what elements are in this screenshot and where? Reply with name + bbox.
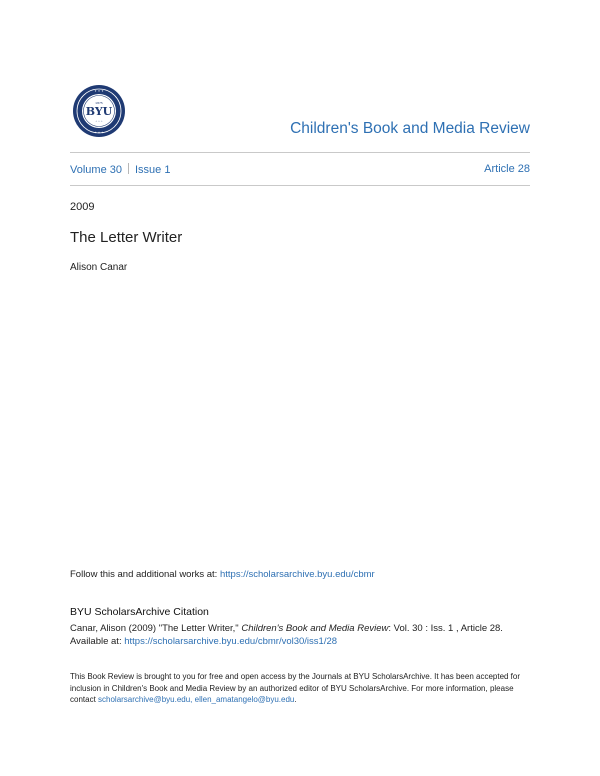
svg-text:✦ ✦ ✦: ✦ ✦ ✦	[94, 89, 104, 93]
seal-text-byu: BYU	[85, 105, 113, 118]
byu-seal-logo	[72, 84, 126, 138]
divider-bottom	[70, 185, 530, 186]
seal-year: 1875	[95, 101, 103, 105]
citation-link[interactable]: https://scholarsarchive.byu.edu/cbmr/vol30/iss1/28	[124, 636, 338, 647]
volume-issue-line	[70, 163, 170, 176]
article-number-link[interactable]: Article 28	[484, 163, 530, 175]
svg-text:☆ ☆ ☆: ☆ ☆ ☆	[95, 120, 103, 123]
svg-text:✦ ✦ ✦: ✦ ✦ ✦	[94, 130, 104, 135]
notice-end: .	[294, 695, 297, 704]
issue-link[interactable]: Issue 1	[134, 164, 171, 176]
available-label: Available at:	[70, 636, 125, 647]
citation-journal: Children's Book and Media Review	[241, 623, 389, 634]
citation-prefix: Canar, Alison (2009) "The Letter Writer,"	[70, 623, 242, 634]
volume-link[interactable]: Volume 30	[70, 164, 122, 176]
citation-suffix: : Vol. 30 : Iss. 1 , Article 28.	[388, 623, 503, 634]
author-name: Alison Canar	[70, 262, 128, 273]
follow-link[interactable]: https://scholarsarchive.byu.edu/cbmr	[219, 569, 375, 580]
citation-body	[70, 622, 535, 648]
contact-link[interactable]: scholarsarchive@byu.edu, ellen_amatangelo@byu.edu	[98, 695, 295, 704]
follow-line	[70, 569, 375, 580]
citation-heading: BYU ScholarsArchive Citation	[70, 606, 209, 618]
access-notice	[70, 671, 535, 706]
notice-text: This Book Review is brought to you for free and open access by the Journals at BYU ScholarsArchive. It has been accepted for inclusion in Children's Book and Media Review by an authorized editor of BYU ScholarsArchive. For more information, please contact	[70, 672, 521, 704]
publication-year: 2009	[70, 201, 95, 213]
journal-title-link[interactable]: Children's Book and Media Review	[290, 120, 530, 137]
article-title: The Letter Writer	[70, 229, 183, 246]
separator	[128, 163, 129, 174]
divider-top	[70, 152, 530, 153]
follow-text: Follow this and additional works at:	[70, 569, 220, 580]
